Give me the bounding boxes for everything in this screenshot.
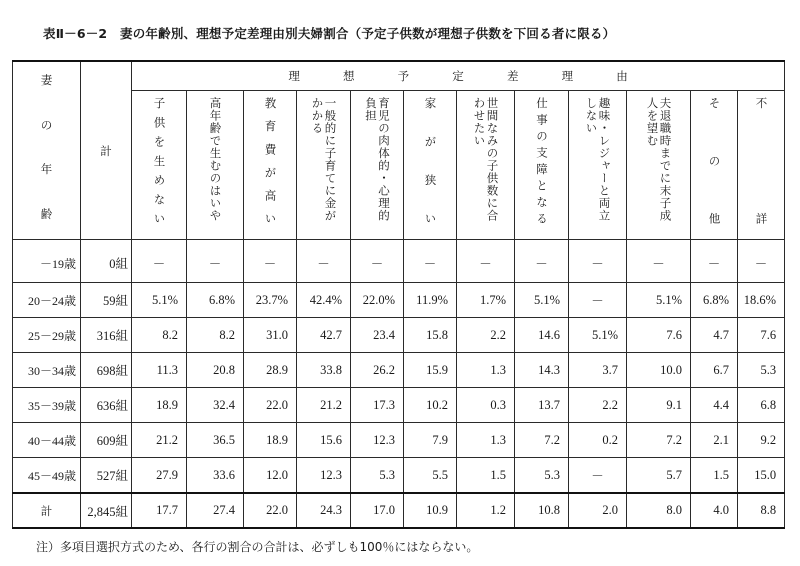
cell: 1.3 bbox=[457, 423, 515, 458]
cell: － bbox=[457, 240, 515, 283]
cell: 17.3 bbox=[351, 388, 404, 423]
total-cell: 1.2 bbox=[457, 493, 515, 528]
row-age: 35－39歳 bbox=[13, 388, 81, 423]
cell: 1.5 bbox=[691, 458, 738, 494]
cell: 2.1 bbox=[691, 423, 738, 458]
header-reason-group bbox=[132, 61, 785, 91]
total-cell: 10.8 bbox=[515, 493, 569, 528]
cell: － bbox=[404, 240, 457, 283]
row-age: 30－34歳 bbox=[13, 353, 81, 388]
cell: － bbox=[351, 240, 404, 283]
row-count: 316組 bbox=[81, 318, 132, 353]
cell: － bbox=[297, 240, 351, 283]
cell: 7.2 bbox=[515, 423, 569, 458]
cell: 42.7 bbox=[297, 318, 351, 353]
header-reason-cannot-bear: 子供を生めない bbox=[132, 91, 187, 240]
total-cell: 27.4 bbox=[187, 493, 244, 528]
total-cell: 17.0 bbox=[351, 493, 404, 528]
cell: 33.6 bbox=[187, 458, 244, 494]
cell: 31.0 bbox=[244, 318, 297, 353]
header-reason-unknown: 不詳 bbox=[738, 91, 785, 240]
cell: 26.2 bbox=[351, 353, 404, 388]
cell: 14.6 bbox=[515, 318, 569, 353]
data-table bbox=[12, 60, 785, 529]
row-count: 0組 bbox=[81, 240, 132, 283]
cell: － bbox=[515, 240, 569, 283]
cell: 9.1 bbox=[627, 388, 691, 423]
group-char: 理 bbox=[561, 69, 574, 83]
group-char: 由 bbox=[616, 69, 628, 83]
cell: 4.4 bbox=[691, 388, 738, 423]
cell: 9.2 bbox=[738, 423, 785, 458]
cell: 4.7 bbox=[691, 318, 738, 353]
header-reason-leisure: 趣味・レジャーと両立しない bbox=[569, 91, 627, 240]
header-reason-older-age: 高年齢で生むのはいや bbox=[187, 91, 244, 240]
cell: 5.3 bbox=[351, 458, 404, 494]
header-total: 計 bbox=[81, 61, 132, 240]
cell: 5.1% bbox=[569, 318, 627, 353]
cell: 18.9 bbox=[244, 423, 297, 458]
table-title: 表Ⅱ－6－2 妻の年齢別、理想予定差理由別夫婦割合（予定子供数が理想子供数を下回る者に限る） bbox=[43, 26, 616, 41]
row-age: 40－44歳 bbox=[13, 423, 81, 458]
cell: 7.6 bbox=[627, 318, 691, 353]
cell: 22.0 bbox=[244, 388, 297, 423]
row-count: 698組 bbox=[81, 353, 132, 388]
cell: 5.1% bbox=[132, 283, 187, 318]
cell: － bbox=[569, 283, 627, 318]
header-wife-age bbox=[13, 61, 81, 240]
cell: 14.3 bbox=[515, 353, 569, 388]
cell: 11.3 bbox=[132, 353, 187, 388]
cell: 6.8% bbox=[691, 283, 738, 318]
cell: 6.8% bbox=[187, 283, 244, 318]
cell: 5.1% bbox=[627, 283, 691, 318]
cell: 15.8 bbox=[404, 318, 457, 353]
cell: 32.4 bbox=[187, 388, 244, 423]
total-cell: 22.0 bbox=[244, 493, 297, 528]
cell: 5.5 bbox=[404, 458, 457, 494]
group-char: 定 bbox=[452, 69, 464, 83]
table-row bbox=[13, 318, 785, 353]
table-row bbox=[13, 283, 785, 318]
total-cell: 4.0 bbox=[691, 493, 738, 528]
group-char: 予 bbox=[397, 69, 410, 83]
row-count: 527組 bbox=[81, 458, 132, 494]
cell: － bbox=[569, 240, 627, 283]
cell: 6.8 bbox=[738, 388, 785, 423]
header-reason-burden: 育児の肉体的・心理的負担 bbox=[351, 91, 404, 240]
cell: 6.7 bbox=[691, 353, 738, 388]
cell: － bbox=[244, 240, 297, 283]
cell: 23.7% bbox=[244, 283, 297, 318]
row-age: 20－24歳 bbox=[13, 283, 81, 318]
cell: 10.0 bbox=[627, 353, 691, 388]
cell: 10.2 bbox=[404, 388, 457, 423]
cell: 42.4% bbox=[297, 283, 351, 318]
header-reason-education-cost: 教育費が高い bbox=[244, 91, 297, 240]
cell: － bbox=[569, 458, 627, 494]
row-count: 609組 bbox=[81, 423, 132, 458]
row-count: 636組 bbox=[81, 388, 132, 423]
cell: － bbox=[627, 240, 691, 283]
footnote: 注）多項目選択方式のため、各行の割合の合計は、必ずしも100％にはならない。 bbox=[36, 540, 479, 554]
cell: 12.3 bbox=[297, 458, 351, 494]
table-row bbox=[13, 240, 785, 283]
cell: 7.6 bbox=[738, 318, 785, 353]
table-row bbox=[13, 353, 785, 388]
cell: 21.2 bbox=[132, 423, 187, 458]
cell: 18.9 bbox=[132, 388, 187, 423]
cell: 12.3 bbox=[351, 423, 404, 458]
cell: 20.8 bbox=[187, 353, 244, 388]
total-cell: 10.9 bbox=[404, 493, 457, 528]
cell: 2.2 bbox=[569, 388, 627, 423]
row-age: 25－29歳 bbox=[13, 318, 81, 353]
cell: 5.1% bbox=[515, 283, 569, 318]
header-reason-childcare-cost: 一般的に子育てに金がかかる bbox=[297, 91, 351, 240]
header-reason-work: 仕事の支障となる bbox=[515, 91, 569, 240]
header-reason-retirement: 夫退職時までに末子成人を望む bbox=[627, 91, 691, 240]
header-reason-other: その他 bbox=[691, 91, 738, 240]
cell: 12.0 bbox=[244, 458, 297, 494]
header-reason-conform: 世間なみの子供数に合わせたい bbox=[457, 91, 515, 240]
total-row bbox=[13, 493, 785, 528]
cell: 21.2 bbox=[297, 388, 351, 423]
cell: 28.9 bbox=[244, 353, 297, 388]
group-char: 理 bbox=[288, 69, 300, 83]
total-cell: 17.7 bbox=[132, 493, 187, 528]
row-age: －19歳 bbox=[13, 240, 81, 283]
table-row bbox=[13, 458, 785, 494]
total-cell: 24.3 bbox=[297, 493, 351, 528]
cell: 18.6% bbox=[738, 283, 785, 318]
header-age-char: の bbox=[40, 117, 53, 132]
cell: 1.3 bbox=[457, 353, 515, 388]
cell: 13.7 bbox=[515, 388, 569, 423]
group-char: 差 bbox=[506, 69, 519, 83]
cell: 3.7 bbox=[569, 353, 627, 388]
row-age: 45－49歳 bbox=[13, 458, 81, 494]
total-cell: 8.8 bbox=[738, 493, 785, 528]
header-age-char: 齢 bbox=[40, 206, 53, 221]
header-age-char: 年 bbox=[40, 162, 53, 177]
cell: 8.2 bbox=[132, 318, 187, 353]
cell: 15.0 bbox=[738, 458, 785, 494]
total-count: 2,845組 bbox=[81, 493, 132, 528]
cell: － bbox=[738, 240, 785, 283]
cell: 0.3 bbox=[457, 388, 515, 423]
total-label: 計 bbox=[13, 493, 81, 528]
cell: 27.9 bbox=[132, 458, 187, 494]
cell: 1.5 bbox=[457, 458, 515, 494]
header-reason-small-house: 家が狭い bbox=[404, 91, 457, 240]
cell: 33.8 bbox=[297, 353, 351, 388]
cell: 2.2 bbox=[457, 318, 515, 353]
cell: 23.4 bbox=[351, 318, 404, 353]
group-char: 想 bbox=[342, 69, 355, 83]
cell: 11.9% bbox=[404, 283, 457, 318]
cell: 5.3 bbox=[515, 458, 569, 494]
total-cell: 2.0 bbox=[569, 493, 627, 528]
cell: 0.2 bbox=[569, 423, 627, 458]
total-cell: 8.0 bbox=[627, 493, 691, 528]
cell: 1.7% bbox=[457, 283, 515, 318]
table-row bbox=[13, 388, 785, 423]
cell: 5.7 bbox=[627, 458, 691, 494]
cell: 15.9 bbox=[404, 353, 457, 388]
row-count: 59組 bbox=[81, 283, 132, 318]
cell: 7.9 bbox=[404, 423, 457, 458]
cell: 7.2 bbox=[627, 423, 691, 458]
cell: 36.5 bbox=[187, 423, 244, 458]
cell: － bbox=[691, 240, 738, 283]
cell: － bbox=[187, 240, 244, 283]
cell: － bbox=[132, 240, 187, 283]
cell: 15.6 bbox=[297, 423, 351, 458]
cell: 22.0% bbox=[351, 283, 404, 318]
cell: 8.2 bbox=[187, 318, 244, 353]
cell: 5.3 bbox=[738, 353, 785, 388]
table-row bbox=[13, 423, 785, 458]
header-age-char: 妻 bbox=[40, 73, 53, 87]
